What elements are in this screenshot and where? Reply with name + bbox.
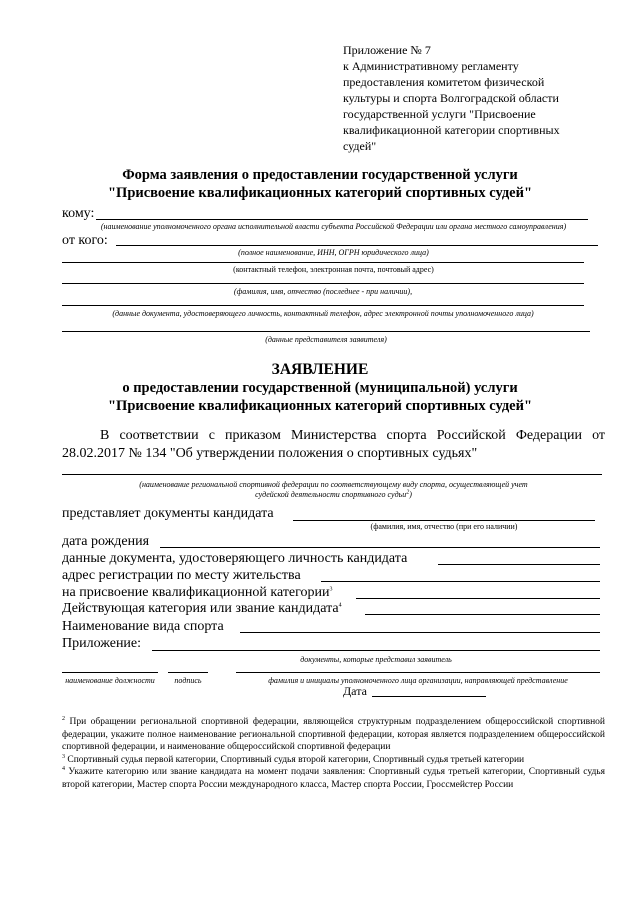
name-field[interactable]	[236, 672, 600, 673]
form-title-line-1: Форма заявления о предоставлении государственной услуги	[122, 167, 518, 183]
id-doc-field[interactable]	[438, 564, 600, 565]
presents-label: представляет документы кандидата	[62, 506, 274, 521]
application-title: ЗАЯВЛЕНИЕ	[271, 361, 369, 378]
footnotes	[62, 716, 605, 791]
from-label: от кого:	[62, 233, 108, 248]
birth-label: дата рождения	[62, 534, 150, 549]
appendix-header: Приложение № 7 к Административному регламенту предоставления комитетом физической культуры и спорта Волгоградской области государственной услуги "Присвоение квалификационной категории спортивных судей"	[343, 43, 560, 153]
caption-federation-2: судейской деятельности спортивного судьи$^2$)	[255, 489, 412, 499]
caption-org: (полное наименование, ИНН, ОГРН юридического лица)	[238, 248, 429, 257]
candidate-field[interactable]	[293, 520, 595, 521]
category-field[interactable]	[356, 598, 600, 599]
federation-field[interactable]	[62, 474, 602, 475]
sig-signature-caption: подпись	[174, 676, 202, 685]
to-caption: (наименование уполномоченного органа исполнительной власти субъекта Российской Федерации или органа местного самоуправления)	[100, 222, 567, 231]
category-label: на присвоение квалификационной категории$^3$	[62, 585, 333, 600]
footnote-3: $^3$ Спортивный судья первой категории, Спортивный судья второй категории, Спортивный судья третьей категории	[62, 753, 525, 765]
caption-doc: (данные документа, удостоверяющего личность, контактный телефон, адрес электронной почты уполномоченного лица)	[112, 309, 534, 318]
body-paragraph: В соответствии с приказом Министерства спорта Российской Федерации от 28.02.2017 № 134 "Об утверждении положения о спортивных судьях"	[62, 428, 605, 461]
address-label: адрес регистрации по месту жительства	[62, 568, 301, 583]
sport-field[interactable]	[240, 632, 600, 633]
attachment-label: Приложение:	[62, 636, 142, 651]
sig-position-caption: наименование должности	[65, 676, 155, 685]
application-subtitle-1: о предоставлении государственной (муниципальной) услуги	[122, 380, 518, 396]
position-field[interactable]	[62, 672, 158, 673]
id-doc-label: данные документа, удостоверяющего личность кандидата	[62, 551, 408, 566]
doc-field[interactable]	[62, 305, 584, 306]
date-label: Дата	[343, 684, 367, 698]
form-title-line-2: "Присвоение квалификационных категорий спортивных судей"	[107, 185, 533, 201]
rep-field[interactable]	[62, 331, 590, 332]
date-field[interactable]	[372, 696, 486, 697]
caption-federation-1: (наименование региональной спортивной федерации по соответствующему виду спорта, осуществляющей учет	[139, 480, 528, 489]
footnote-4: $^4$ Укажите категорию или звание кандидата на момент подачи заявления: Спортивный судья третьей категории, Спортивный судья второй категории, Мастер спорта России международного класса, Мастер спорта России, Гроссмейстер России	[62, 765, 606, 790]
fio-field[interactable]	[62, 283, 584, 284]
birth-field[interactable]	[160, 547, 600, 548]
to-label: кому:	[62, 206, 95, 221]
caption-attachment: документы, которые представил заявитель	[300, 655, 452, 664]
from-field[interactable]	[116, 245, 598, 246]
to-field[interactable]	[96, 219, 588, 220]
address-field[interactable]	[321, 581, 600, 582]
attachment-field[interactable]	[152, 650, 600, 651]
current-field[interactable]	[365, 614, 600, 615]
signature-field[interactable]	[168, 672, 208, 673]
footnote-2: $^2$ При обращении региональной спортивной федерации, являющейся структурным подразделением общероссийской спортивной федерации, укажите полное наименование региональной спортивной федерации, которая является подразделением общероссийской спортивной федерации, и наименование общероссийской спортивной федерации	[62, 715, 605, 752]
current-label: Действующая категория или звание кандидата$^4$	[62, 601, 342, 616]
contacts-field[interactable]	[62, 262, 584, 263]
sig-name-caption: фамилия и инициалы уполномоченного лица организации, направляющей представление	[268, 676, 568, 685]
caption-candidate: (фамилия, имя, отчество (при его наличии)	[370, 522, 518, 531]
application-subtitle-2: "Присвоение квалификационных категорий спортивных судей"	[107, 398, 533, 414]
caption-fio: (фамилия, имя, отчество (последнее - при наличии),	[233, 287, 413, 296]
caption-contacts: (контактный телефон, электронная почта, почтовый адрес)	[233, 265, 434, 274]
sport-label: Наименование вида спорта	[62, 619, 224, 634]
caption-rep: (данные представителя заявителя)	[265, 335, 387, 344]
